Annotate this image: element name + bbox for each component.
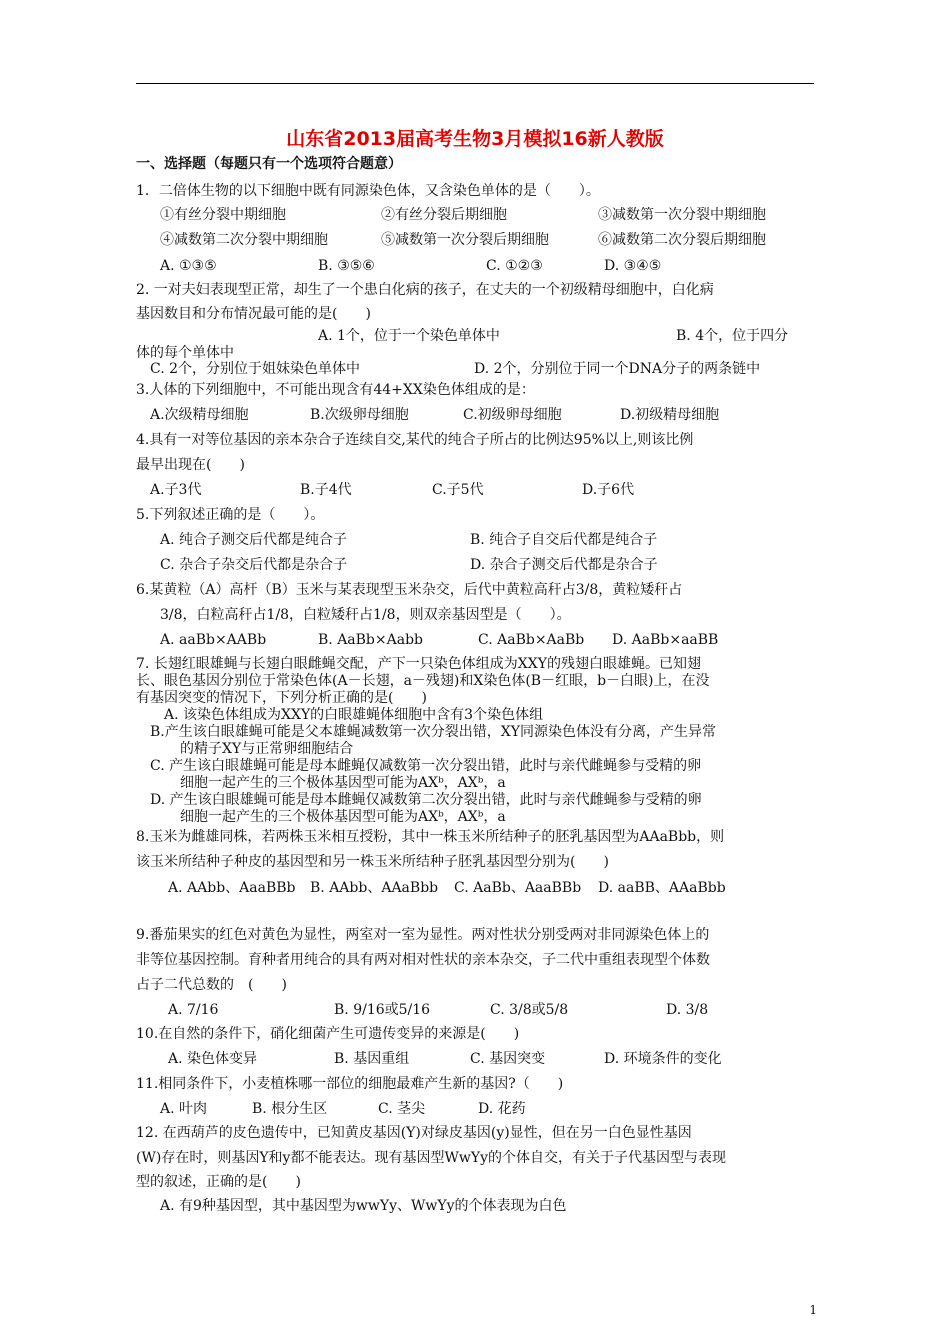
q7-option-a: A. 该染色体组成为XXY的白眼雄蝇体细胞中含有3个染色体组 — [164, 707, 544, 723]
q6-stem-line-1: 6.某黄粒（A）高杆（B）玉米与某表现型玉米杂交，后代中黄粒高秆占3/8，黄粒矮秆占 — [136, 582, 683, 598]
q9-stem-line-1: 9.番茄果实的红色对黄色为显性，两室对一室为显性。两对性状分别受两对非同源染色体上的 — [136, 927, 710, 943]
q9-stem-line-3: 占子二代总数的 ( ) — [136, 977, 287, 993]
q2-stem-line-2: 基因数目和分布情况最可能的是( ) — [136, 306, 371, 322]
q3-stem: 3.人体的下列细胞中，不可能出现含有44+XX染色体组成的是： — [136, 382, 535, 398]
q7-option-d-cont: 细胞一起产生的三个极体基因型可能为AXᵇ，AXᵇ，a — [180, 809, 506, 825]
q7-option-c-cont: 细胞一起产生的三个极体基因型可能为AXᵇ，AXᵇ，a — [180, 775, 506, 791]
q7-option-b-cont: 的精子XY与正常卵细胞结合 — [180, 741, 354, 757]
section-heading: 一、选择题（每题只有一个选项符合题意） — [136, 156, 402, 172]
q6-option-b: B. AaBb×Aabb — [318, 632, 424, 648]
q1-option-b: B. ③⑤⑥ — [318, 258, 375, 274]
q9-option-a: A. 7/16 — [168, 1002, 219, 1018]
q10-stem: 10.在自然的条件下，硝化细菌产生可遗传变异的来源是( ) — [136, 1026, 520, 1042]
q9-option-c: C. 3/8或5/8 — [490, 1002, 569, 1018]
q7-stem-line-2: 长、眼色基因分别位于常染色体(A－长翅，a－残翅)和X染色体(B－红眼，b－白眼)上，在没 — [136, 673, 710, 689]
q11-option-a: A. 叶肉 — [160, 1101, 208, 1117]
q10-option-c: C. 基因突变 — [470, 1051, 546, 1067]
q2-option-a: A. 1个，位于一个染色单体中 — [318, 328, 500, 344]
q10-option-b: B. 基因重组 — [334, 1051, 410, 1067]
q12-stem-line-2: (W)存在时，则基因Y和y都不能表达。现有基因型WwYy的个体自交，有关于子代基因型与表现 — [136, 1150, 726, 1166]
q8-stem-line-2: 该玉米所结种子种皮的基因型和另一株玉米所结种子胚乳基因型分别为( ) — [136, 854, 609, 870]
header-rule — [136, 83, 814, 84]
q3-option-a: A.次级精母细胞 — [150, 407, 249, 423]
q7-option-b: B.产生该白眼雄蝇可能是父本雄蝇减数第一次分裂出错，XY同源染色体没有分离，产生异常 — [150, 724, 716, 740]
q1-option-d: D. ③④⑤ — [604, 258, 662, 274]
q6-option-c: C. AaBb×AaBb — [478, 632, 585, 648]
q6-option-a: A. aaBb×AABb — [160, 632, 267, 648]
page-title: 山东省2013届高考生物3月模拟16新人教版 — [286, 128, 664, 150]
q8-option-b: B. AAbb、AAaBbb — [310, 880, 439, 896]
q1-item-2: ②有丝分裂后期细胞 — [381, 207, 507, 223]
q11-option-c: C. 茎尖 — [378, 1101, 426, 1117]
q4-option-b: B.子4代 — [300, 482, 352, 498]
q6-option-d: D. AaBb×aaBB — [612, 632, 719, 648]
q5-stem: 5.下列叙述正确的是（ ）。 — [136, 507, 325, 523]
q9-option-b: B. 9/16或5/16 — [334, 1002, 431, 1018]
q4-option-c: C.子5代 — [432, 482, 484, 498]
q5-option-c: C. 杂合子杂交后代都是杂合子 — [160, 557, 348, 573]
q9-stem-line-2: 非等位基因控制。育种者用纯合的具有两对相对性状的亲本杂交，子二代中重组表现型个体数 — [136, 952, 710, 968]
q2-option-b: B. 4个，位于四分 — [676, 328, 789, 344]
q1-option-c: C. ①②③ — [486, 258, 543, 274]
q7-stem-line-1: 7. 长翅红眼雄蝇与长翅白眼雌蝇交配，产下一只染色体组成为XXY的残翅白眼雄蝇。已知翅 — [136, 656, 701, 672]
q1-item-3: ③减数第一次分裂中期细胞 — [598, 207, 766, 223]
q8-option-d: D. aaBB、AAaBbb — [598, 880, 726, 896]
q9-option-d: D. 3/8 — [666, 1002, 709, 1018]
q11-option-b: B. 根分生区 — [252, 1101, 328, 1117]
q2-option-b-cont: 体的每个单体中 — [136, 345, 234, 361]
q5-option-a: A. 纯合子测交后代都是纯合子 — [160, 532, 348, 548]
q1-item-6: ⑥减数第二次分裂后期细胞 — [598, 232, 766, 248]
q4-option-a: A.子3代 — [150, 482, 202, 498]
q1-item-5: ⑤减数第一次分裂后期细胞 — [381, 232, 549, 248]
q11-option-d: D. 花药 — [478, 1101, 526, 1117]
q2-option-c: C. 2个，分别位于姐妹染色单体中 — [150, 361, 361, 377]
q4-option-d: D.子6代 — [582, 482, 635, 498]
q1-option-a: A. ①③⑤ — [160, 258, 217, 274]
q5-option-b: B. 纯合子自交后代都是纯合子 — [470, 532, 658, 548]
q1-item-4: ④减数第二次分裂中期细胞 — [160, 232, 328, 248]
q12-stem-line-1: 12. 在西葫芦的皮色遗传中，已知黄皮基因(Y)对绿皮基因(y)显性，但在另一白色显性基因 — [136, 1125, 692, 1141]
q7-option-c: C. 产生该白眼雄蝇可能是母本雌蝇仅减数第一次分裂出错，此时与亲代雌蝇参与受精的卵 — [150, 758, 702, 774]
q12-stem-line-3: 型的叙述，正确的是( ) — [136, 1174, 301, 1190]
q2-option-d: D. 2个，分别位于同一个DNA分子的两条链中 — [474, 361, 761, 377]
q1-item-1: ①有丝分裂中期细胞 — [160, 207, 286, 223]
q1-stem: 1．二倍体生物的以下细胞中既有同源染色体，又含染色单体的是（ ）。 — [136, 183, 600, 199]
q4-stem-line-2: 最早出现在( ) — [136, 457, 245, 473]
q7-stem-line-3: 有基因突变的情况下，下列分析正确的是( ) — [136, 690, 427, 706]
q8-option-a: A. AAbb、AaaBBb — [168, 880, 296, 896]
q8-option-c: C. AaBb、AaaBBb — [454, 880, 582, 896]
q3-option-b: B.次级卵母细胞 — [310, 407, 409, 423]
q11-stem: 11.相同条件下，小麦植株哪一部位的细胞最难产生新的基因?（ ) — [136, 1076, 564, 1092]
q10-option-d: D. 环境条件的变化 — [604, 1051, 722, 1067]
q3-option-d: D.初级精母细胞 — [620, 407, 720, 423]
q8-stem-line-1: 8.玉米为雌雄同株，若两株玉米相互授粉，其中一株玉米所结种子的胚乳基因型为AAaBbb，则 — [136, 829, 725, 845]
q12-option-a: A. 有9种基因型，其中基因型为wwYy、WwYy的个体表现为白色 — [160, 1198, 567, 1214]
page-number: 1 — [809, 1303, 817, 1317]
q2-stem-line-1: 2. 一对夫妇表现型正常，却生了一个患白化病的孩子，在丈夫的一个初级精母细胞中，白化病 — [136, 282, 714, 298]
q3-option-c: C.初级卵母细胞 — [463, 407, 562, 423]
q6-stem-line-2: 3/8，白粒高秆占1/8，白粒矮秆占1/8，则双亲基因型是（ ）。 — [160, 607, 571, 623]
q7-option-d: D. 产生该白眼雄蝇可能是母本雌蝇仅减数第二次分裂出错，此时与亲代雌蝇参与受精的卵 — [150, 792, 702, 808]
q5-option-d: D. 杂合子测交后代都是杂合子 — [470, 557, 658, 573]
q10-option-a: A. 染色体变异 — [168, 1051, 258, 1067]
q4-stem-line-1: 4.具有一对等位基因的亲本杂合子连续自交,某代的纯合子所占的比例达95%以上,则该比例 — [136, 432, 694, 448]
